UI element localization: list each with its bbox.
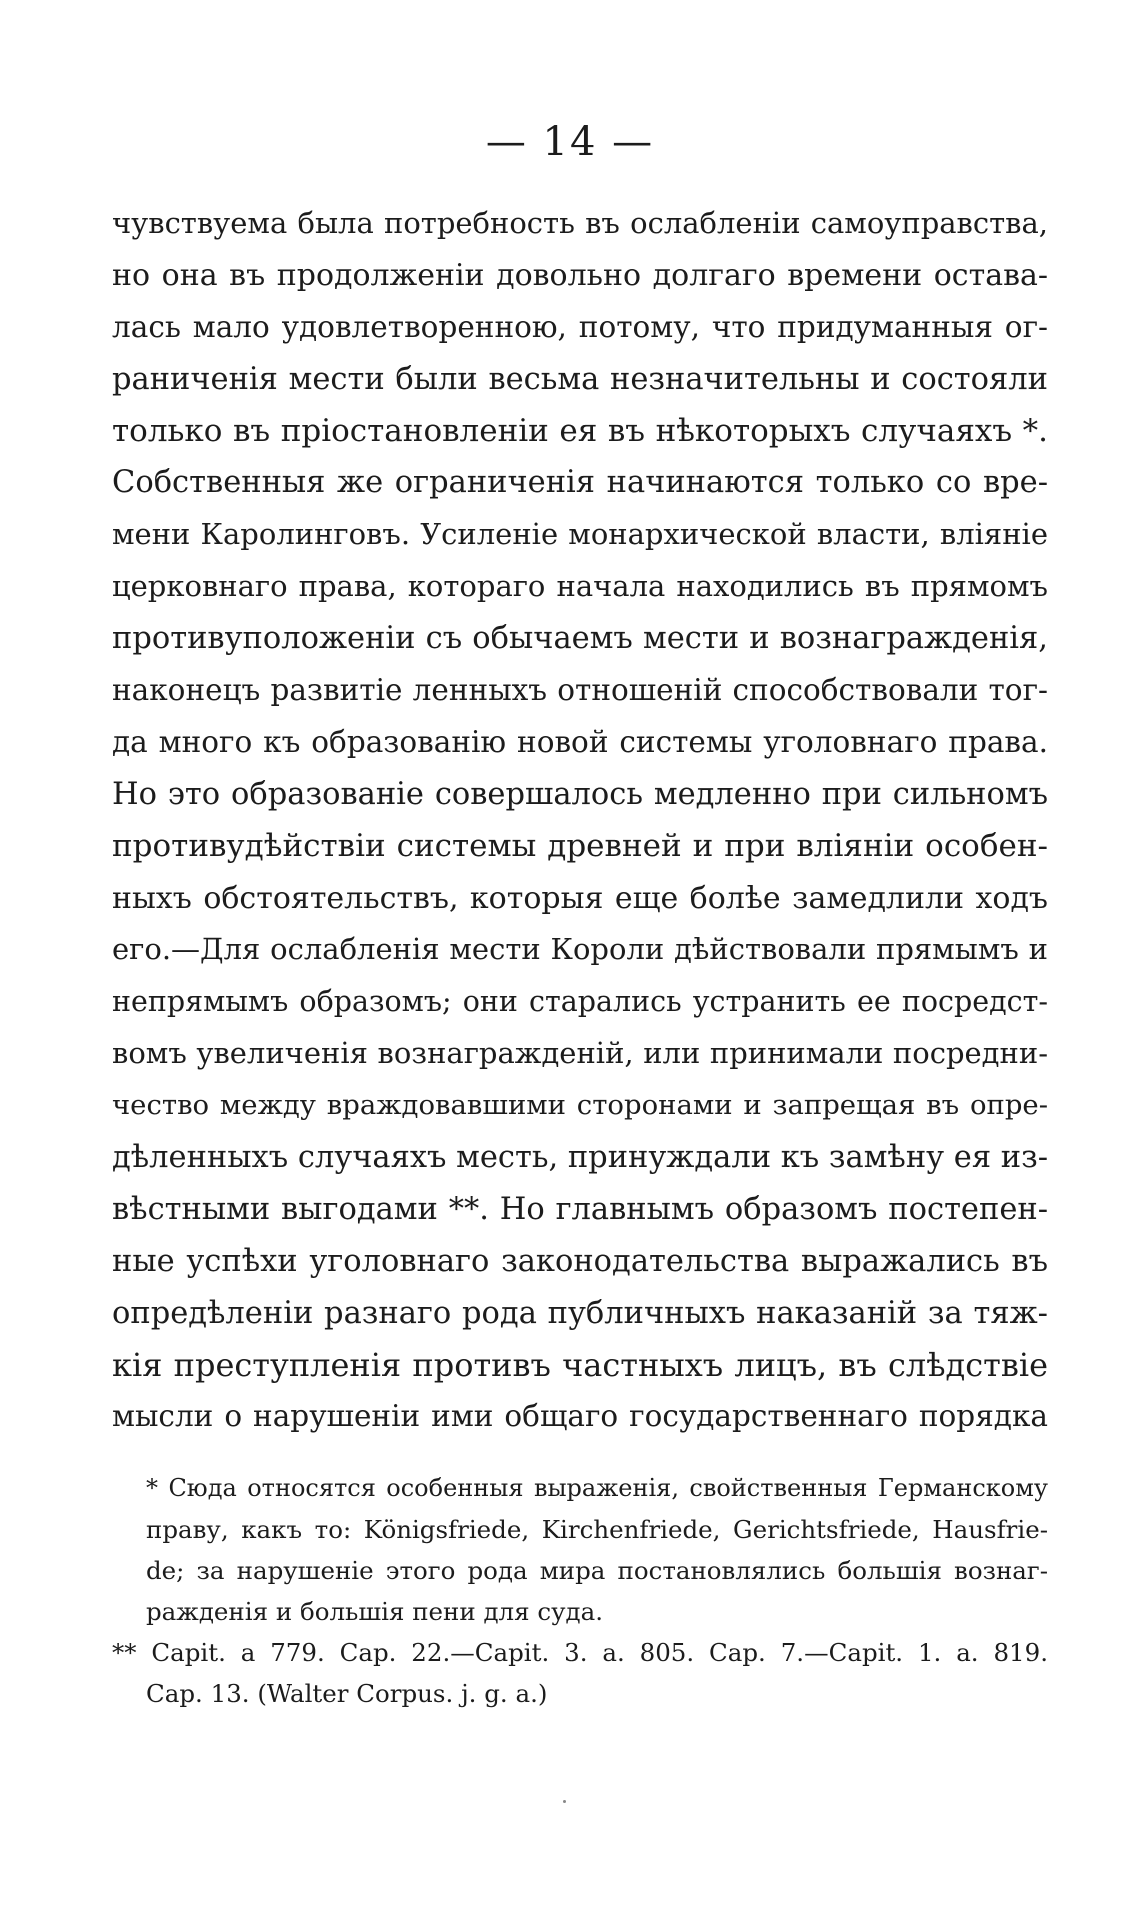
text-line: чувствуема была потребность въ ослабленіи самоуправства, [112,206,1048,240]
text-line: кія преступленія противъ частныхъ лицъ, въ слѣдствіе [112,1345,1048,1384]
text-line: раниченія мести были весьма незначительны и состояли [112,361,1048,397]
main-text [112,198,1048,1443]
text-line: противудѣйствіи системы древней и при вліяніи особен- [112,827,1048,864]
footnote-line: * Сюда относятся особенныя выраженія, свойственныя Германскому [146,1474,1048,1502]
text-line: церковнаго права, котораго начала находились въ прямомъ [112,569,1048,604]
text-line: мысли о нарушеніи ими общаго государственнаго порядка [112,1399,1048,1434]
text-line: Собственныя же ограниченія начинаются только со вре- [112,465,1048,501]
text-line: ные успѣхи уголовнаго законодательства выражались въ [112,1243,1048,1279]
text-line: вѣстными выгодами **. Но главнымъ образомъ постепен- [112,1191,1048,1227]
text-line: мени Каролинговъ. Усиленіе монархической власти, вліяніе [112,517,1048,552]
text-line: противуположеніи съ обычаемъ мести и вознагражденія, [112,621,1048,657]
text-line: только въ пріостановленіи ея въ нѣкоторыхъ случаяхъ *. [112,412,1048,449]
footnotes [112,1468,1048,1714]
text-line: наконецъ развитіе ленныхъ отношеній способствовали тог- [112,673,1048,708]
footnote-line: праву, какъ то: Königsfriede, Kirchenfriede, Gerichtsfriede, Hausfrie- [146,1515,1048,1544]
page-number: — 14 — [485,119,655,165]
text-line: ныхъ обстоятельствъ, которыя еще болѣе замедлили ходъ [112,880,1048,916]
text-line: чество между враждовавшими сторонами и запрещая въ опре- [112,1089,1048,1122]
text-line: его.—Для ослабленія мести Короли дѣйствовали прямымъ и [112,932,1048,967]
footnote-line: ** Capit. a 779. Cap. 22.—Capit. 3. a. 805. Cap. 7.—Capit. 1. a. 819. [112,1638,1048,1667]
text-line: дѣленныхъ случаяхъ месть, принуждали къ замѣну ея из- [112,1140,1048,1176]
text-line: опредѣленіи разнаго рода публичныхъ наказаній за тяж- [112,1295,1048,1331]
footnote-line: Cap. 13. (Walter Corpus. j. g. a.) [146,1679,548,1708]
text-line: да много къ образованію новой системы уголовнаго права. [112,724,1048,759]
text-line: лась мало удовлетворенною, потому, что придуманныя ог- [112,309,1048,344]
text-line: вомъ увеличенія вознагражденій, или принимали посредни- [112,1036,1048,1071]
print-speck [563,1800,566,1803]
text-line: непрямымъ образомъ; они старались устранить ее посредст- [112,985,1048,1019]
text-line: но она въ продолженіи довольно долгаго времени остава- [112,257,1048,293]
footnote-line: de; за нарушеніе этого рода мира постановлялись большія вознаг- [146,1556,1048,1585]
footnote-line: ражденія и большія пени для суда. [146,1597,603,1626]
text-line: Но это образованіе совершалось медленно при сильномъ [112,776,1048,812]
